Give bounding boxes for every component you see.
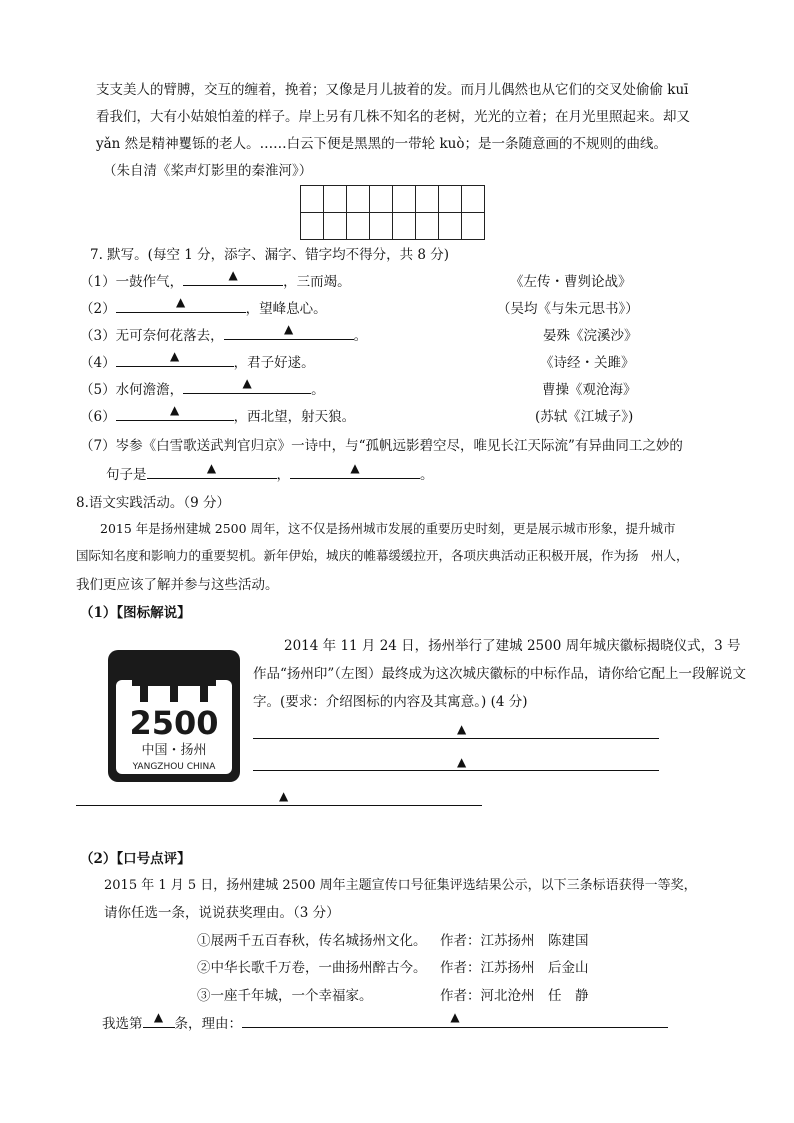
passage-source: （朱自清《桨声灯影里的秦淮河》） bbox=[103, 163, 313, 179]
q7-item-6: （6） ▲ ，西北望，射天狼。 bbox=[80, 403, 356, 425]
answer-line[interactable] bbox=[253, 770, 659, 771]
q8-title: 8.语文实践活动。（9 分） bbox=[76, 495, 231, 511]
q8-intro-line-1: 2015 年是扬州建城 2500 周年，这不仅是扬州城市发展的重要历史时刻，更是展示城市形象，提升城市 bbox=[100, 521, 676, 536]
answer-blank[interactable]: ▲ bbox=[183, 379, 311, 394]
q7-item-2-source: （吴均《与朱元思书》） bbox=[497, 301, 639, 317]
slogan-3: ③一座千年城，一个幸福家。 bbox=[197, 988, 373, 1004]
q7-item-1-source: 《左传・曹刿论战》 bbox=[510, 274, 632, 290]
slogan-2: ②中华长歌千万卷，一曲扬州醉古今。 bbox=[197, 960, 427, 976]
q7-item-4: （4） ▲ ，君子好逑。 bbox=[80, 349, 315, 371]
passage-line-1: 支支美人的臂膊，交互的缠着，挽着；又像是月儿披着的发。而月儿偶然也从它们的交叉处偷偷 kuī bbox=[96, 82, 689, 98]
q7-item-1: （1）一鼓作气， ▲ ，三而竭。 bbox=[80, 268, 351, 290]
part1-text-1: 2014 年 11 月 24 日，扬州举行了建城 2500 周年城庆徽标揭晓仪式，3 号 bbox=[284, 638, 741, 654]
q7-item-3-source: 晏殊《浣溪沙》 bbox=[543, 328, 638, 344]
part2-text-1: 2015 年 1 月 5 日，扬州建城 2500 周年主题宣传口号征集评选结果公示，以下三条标语获得一等奖， bbox=[104, 878, 697, 893]
choose-line: 我选第 ▲ 条，理由： ▲ bbox=[102, 1012, 668, 1032]
part2-title: （2）【口号点评】 bbox=[80, 851, 191, 867]
q7-item-5-source: 曹操《观沧海》 bbox=[542, 382, 637, 398]
q8-intro-line-2: 国际知名度和影响力的重要契机。新年伊始，城庆的帷幕缓缓拉开，各项庆典活动正积极开展，作为扬 州人， bbox=[76, 548, 689, 563]
q7-item-7: （7）岑参《白雪歌送武判官归京》一诗中，与“孤帆远影碧空尽，唯见长江天际流”有异曲同工之妙的 bbox=[80, 438, 683, 454]
slogan-1: ①展两千五百春秋，传名城扬州文化。 bbox=[197, 933, 427, 949]
q7-item-7-answer: 句子是 ▲ ， ▲ 。 bbox=[106, 461, 434, 483]
answer-blank[interactable]: ▲ bbox=[183, 271, 283, 286]
character-grid bbox=[300, 185, 485, 240]
answer-mark: ▲ bbox=[457, 722, 467, 736]
answer-mark: ▲ bbox=[279, 789, 289, 803]
answer-blank[interactable]: ▲ bbox=[116, 298, 246, 313]
q7-item-3: （3）无可奈何花落去， ▲ 。 bbox=[80, 322, 368, 344]
answer-mark: ▲ bbox=[457, 755, 467, 769]
q8-intro-line-3: 我们更应该了解并参与这些活动。 bbox=[76, 577, 279, 593]
q7-item-2: （2） ▲ ，望峰息心。 bbox=[80, 295, 327, 317]
answer-line[interactable] bbox=[253, 738, 659, 739]
part1-text-2: 作品“扬州印”（左图）最终成为这次城庆徽标的中标作品，请你给它配上一段解说文 bbox=[253, 666, 747, 682]
q7-title: 7. 默写。(每空 1 分，添字、漏字、错字均不得分，共 8 分) bbox=[90, 247, 450, 263]
answer-blank[interactable]: ▲ bbox=[224, 325, 354, 340]
yangzhou-logo bbox=[104, 646, 244, 786]
part2-text-2: 请你任选一条，说说获奖理由。（3 分） bbox=[104, 905, 340, 921]
part1-text-3: 字。(要求：介绍图标的内容及其寓意。) (4 分) bbox=[253, 694, 528, 710]
passage-line-3: yǎn 然是精神矍铄的老人。……白云下便是黑黑的一带轮 kuò；是一条随意画的不规则的曲线。 bbox=[96, 136, 667, 152]
q7-item-4-source: 《诗经・关雎》 bbox=[540, 355, 635, 371]
logo-cn: 中国・扬州 bbox=[141, 743, 207, 758]
answer-blank[interactable]: ▲ bbox=[116, 352, 234, 367]
choice-blank[interactable]: ▲ bbox=[143, 1013, 175, 1028]
part1-title: （1）【图标解说】 bbox=[80, 605, 191, 621]
answer-line[interactable] bbox=[76, 805, 482, 806]
slogan-1-author: 作者：江苏扬州 陈建国 bbox=[440, 933, 589, 949]
q7-item-5: （5）水何澹澹， ▲ 。 bbox=[80, 376, 325, 398]
answer-blank[interactable]: ▲ bbox=[116, 406, 234, 421]
slogan-3-author: 作者：河北沧州 任 静 bbox=[440, 988, 589, 1004]
logo-number: 2500 bbox=[129, 704, 219, 742]
answer-blank[interactable]: ▲ bbox=[290, 464, 420, 479]
q7-item-6-source: (苏轼《江城子》) bbox=[535, 409, 634, 425]
slogan-2-author: 作者：江苏扬州 后金山 bbox=[440, 960, 589, 976]
reason-blank[interactable]: ▲ bbox=[242, 1013, 668, 1028]
passage-line-2: 看我们，大有小姑娘怕羞的样子。岸上另有几株不知名的老树，光光的立着；在月光里照起来。却又 bbox=[96, 109, 690, 125]
answer-blank[interactable]: ▲ bbox=[147, 464, 277, 479]
logo-en: YANGZHOU CHINA bbox=[132, 762, 216, 772]
